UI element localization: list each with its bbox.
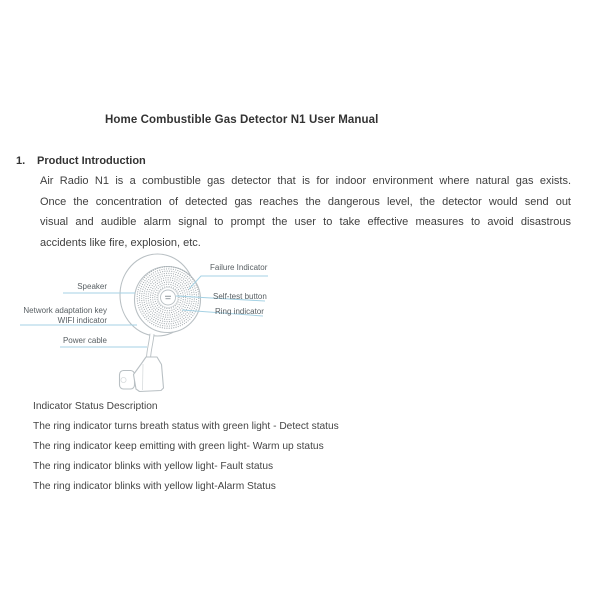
section-number: 1. bbox=[16, 155, 26, 167]
plug-body bbox=[134, 357, 164, 392]
label-network-wifi bbox=[20, 306, 107, 326]
label-ring-indicator: Ring indicator bbox=[215, 307, 264, 316]
plug-side-knob bbox=[120, 371, 135, 390]
label-wifi-indicator: WIFI indicator bbox=[57, 315, 107, 325]
button-glyph bbox=[166, 298, 171, 299]
self-test-button bbox=[161, 290, 176, 305]
paragraph-line: Air Radio N1 is a combustible gas detector that is for indoor environment where natural gas exists. bbox=[40, 175, 571, 187]
status-heading: Indicator Status Description bbox=[33, 401, 158, 412]
label-failure-indicator: Failure Indicator bbox=[210, 263, 268, 272]
label-power-cable: Power cable bbox=[62, 336, 107, 345]
status-line: The ring indicator blinks with yellow light-Alarm Status bbox=[33, 481, 276, 493]
paragraph-line: Once the concentration of detected gas reaches the dangerous level, the detector would send out bbox=[40, 195, 571, 208]
paragraph-line: visual and audible alarm signal to prompt the user to take effective measures to avoid disastrous bbox=[40, 216, 571, 229]
intro-paragraph bbox=[40, 171, 571, 253]
section-heading: Product Introduction bbox=[37, 155, 146, 167]
status-line: The ring indicator turns breath status with green light - Detect status bbox=[33, 421, 339, 433]
power-cable-core bbox=[149, 334, 153, 358]
label-network-key: Network adaptation key bbox=[23, 306, 107, 315]
page-title: Home Combustible Gas Detector N1 User Manual bbox=[105, 114, 379, 126]
button-glyph bbox=[165, 296, 171, 297]
indicator-status-block bbox=[33, 397, 339, 497]
label-self-test-button: Self-test button bbox=[213, 292, 267, 301]
status-line: The ring indicator keep emitting with green light- Warm up status bbox=[33, 441, 324, 453]
status-line: The ring indicator blinks with yellow light- Fault status bbox=[33, 461, 274, 473]
plug-edge-line bbox=[143, 364, 144, 390]
paragraph-line: accidents like fire, explosion, etc. bbox=[40, 236, 201, 249]
callout-line-failure bbox=[189, 276, 268, 289]
label-speaker: Speaker bbox=[77, 282, 107, 291]
